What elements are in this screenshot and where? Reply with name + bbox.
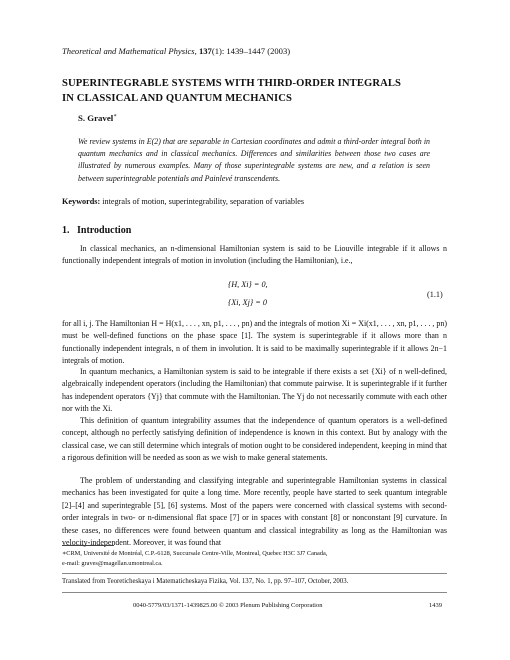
page-number: 1439: [429, 602, 442, 609]
footnote-rule: [62, 545, 114, 546]
title-line-1: SUPERINTEGRABLE SYSTEMS WITH THIRD-ORDER INTEGRALS: [62, 78, 401, 89]
keywords-label: Keywords:: [62, 197, 101, 206]
paragraph-3: In quantum mechanics, a Hamiltonian system is said to be integrable if there exists a set {Xi} of n well-defined, algebraically independent operators (including the Hamiltonian) that commute pairwise. It is superintegrable if it further has independent operators {Yj} that commute with the Hamiltonian. The Yj do not necessarily commute with each other nor with the Xi.: [62, 367, 447, 414]
section-title: Introduction: [77, 225, 132, 236]
equation-number: (1.1): [427, 290, 443, 299]
paragraph-4: This definition of quantum integrability assumes that the independence of quantum operators is a well-defined concept, although no perfectly satisfying definition of independence is known in this context. But by analogy with the classical case, we can still determine which integrals of motion ought to be considered independent, keeping in mind that a rigorous definition will be needed as soon as we wish to make general statements.: [62, 416, 447, 463]
footnote: [62, 549, 447, 569]
equation-line-1: {H, Xi} = 0,: [228, 280, 268, 289]
journal-name: Theoretical and Mathematical Physics,: [62, 46, 197, 56]
title-line-2: IN CLASSICAL AND QUANTUM MECHANICS: [62, 93, 293, 104]
footnote-affiliation: ∗CRM, Université de Montréal, C.P.-6128, Succursale Centre-Ville, Montreal, Quebec H3C 3J7 Canada,: [62, 550, 328, 557]
author: [78, 113, 117, 123]
section-heading: [62, 225, 131, 236]
paragraph-5: The problem of understanding and classifying integrable and superintegrable Hamiltonian systems in classical mechanics has been investigated for quite a long time. More recently, people have started to seek quantum integrable [2]–[4] and superintegrable [5], [6] systems. Most of the papers were concerned with classical systems with second-order integrals in two- or n-dimensional flat space [7] or in spaces with constant [8] or nonconstant [9] curvature. In these cases, no differences were found between quantum and classical integrability as long as the Hamiltonian was velocity-independent. Moreover, it was found that: [62, 476, 447, 548]
keywords: [62, 197, 304, 206]
article-title: [62, 76, 401, 106]
translation-note: Translated from Teoreticheskaya i Matematicheskaya Fizika, Vol. 137, No. 1, pp. 97–107, October, 2003.: [62, 578, 349, 585]
keywords-list: integrals of motion, superintegrability, separation of variables: [102, 197, 305, 206]
footnote-email: e-mail: graves@magellan.umontreal.ca.: [62, 560, 163, 568]
separator-bottom: [62, 592, 447, 593]
equation-line-2: {Xi, Xj} = 0: [228, 298, 267, 307]
copyright-line: 0040-5779/03/1371-1439825.00 © 2003 Plenum Publishing Corporation: [133, 602, 323, 609]
abstract: We review systems in E(2) that are separable in Cartesian coordinates and admit a third-order integral both in quantum mechanics and in classical mechanics. Differences and similarities between those two cases are illustrated by numerous examples. Many of those superintegrable systems are new, and a relation is seen between superintegrable potentials and Painlevé transcendents.: [78, 137, 430, 183]
journal-issue-pages: (1): 1439–1447 (2003): [211, 46, 291, 56]
journal-volume: 137: [198, 46, 212, 56]
author-name: S. Gravel: [78, 113, 114, 123]
separator-top: [62, 573, 447, 574]
journal-header: [62, 46, 290, 56]
paragraph-1: In classical mechanics, an n-dimensional Hamiltonian system is said to be Liouville integrable if it allows n functionally independent integrals of motion in involution (including the Hamiltonian), i.e.,: [62, 244, 447, 266]
author-footnote-mark: ∗: [113, 113, 117, 120]
section-number: 1.: [62, 225, 70, 236]
paragraph-2: for all i, j. The Hamiltonian H = H(x1, . . . , xn, p1, . . . , pn) and the integrals of motion Xi = Xi(x1, . . . , xn, p1, . . . , pn) must be well-defined functions on the phase space [1]. The system is superintegrable if it allows more than n functionally independent integrals, n of them in involution. It is said to be maximally superintegrable if it allows 2n−1 integrals of motion.: [62, 319, 447, 366]
